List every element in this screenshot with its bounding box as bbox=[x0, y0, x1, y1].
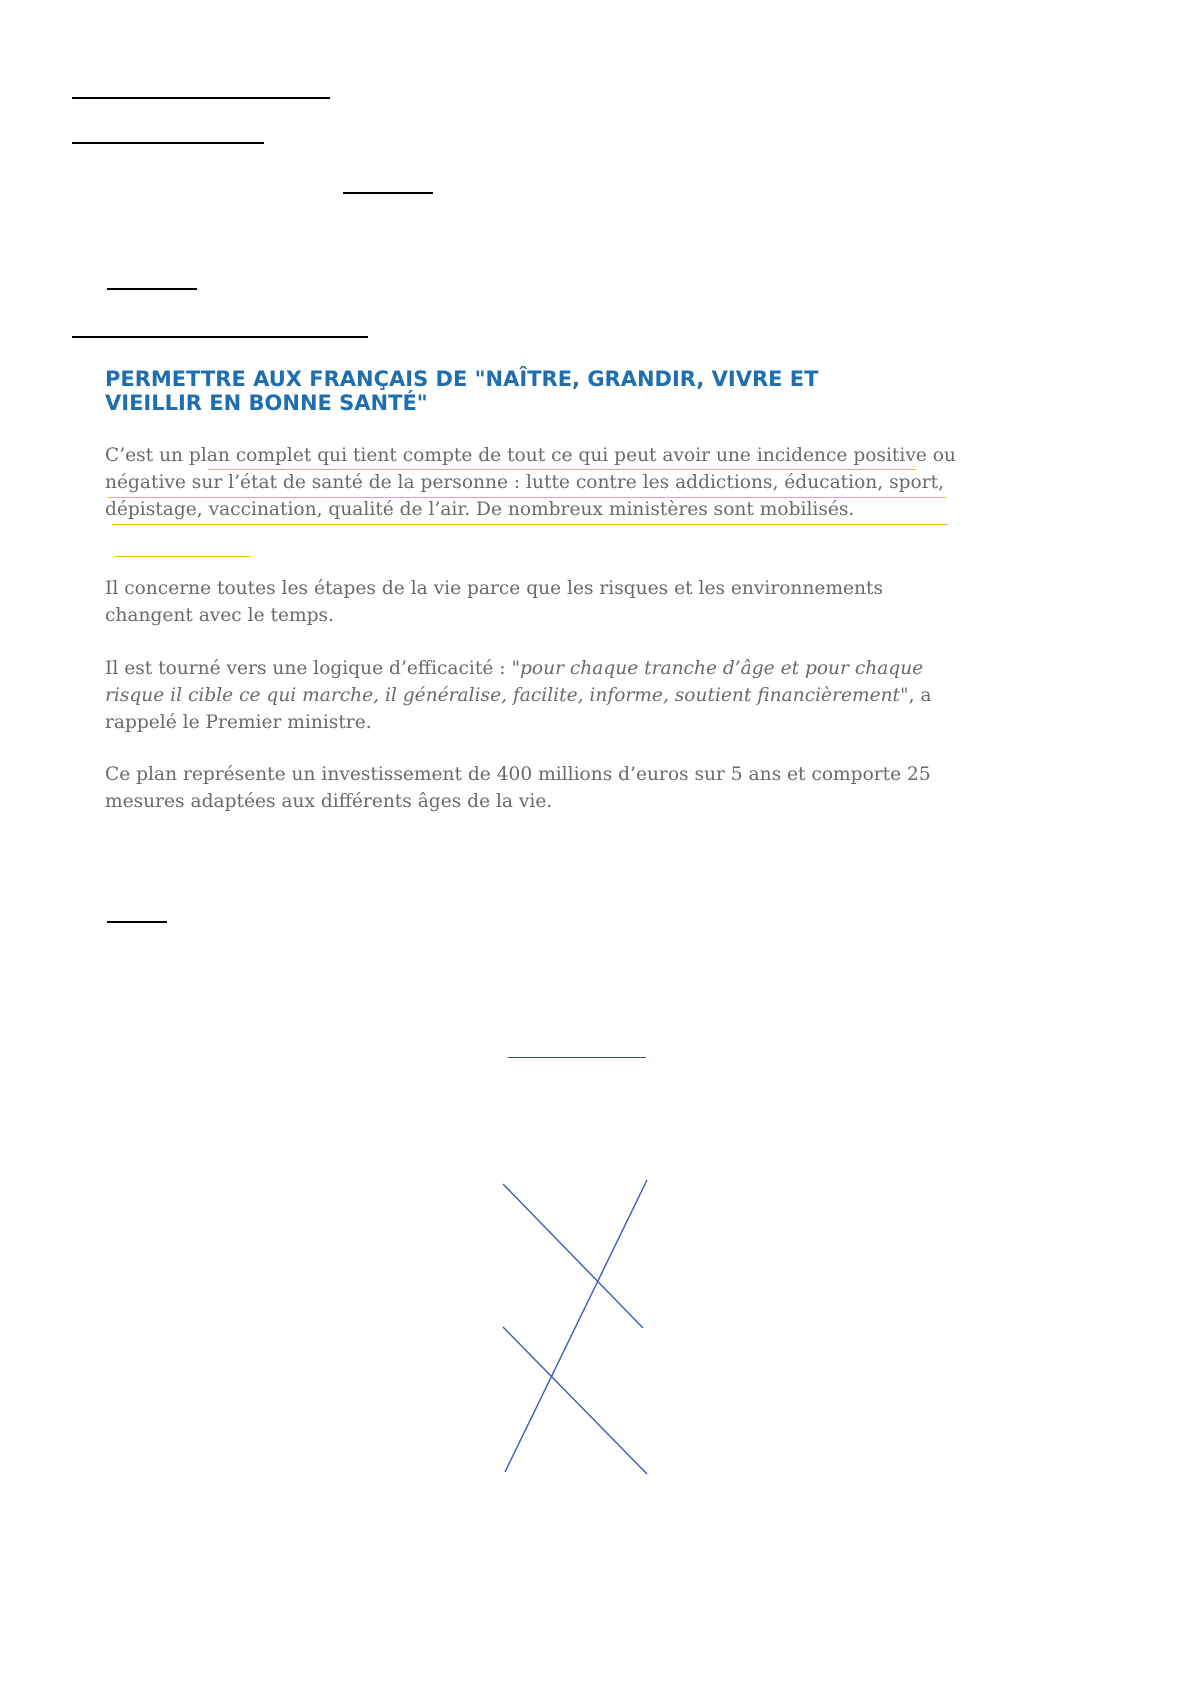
paragraph-1: C’est un plan complet qui tient compte de tout ce qui peut avoir une incidence positive ou négative sur l’état de santé de la personne : lutte contre les addictions, éducation, sport, dépistage, vaccination, qualité de l’air. De nombreux ministères sont mobilisés. bbox=[105, 445, 956, 520]
cross-line-1 bbox=[503, 1184, 643, 1328]
paragraph-3-text: Il est tourné vers une logique d’efficacité : " bbox=[105, 658, 520, 679]
paragraph-3-text-end: ", a rappelé le Premier ministre. bbox=[105, 685, 932, 733]
quote-text: pour chaque tranche d’âge et pour chaque risque il cible ce qui marche, il généralise, facilite, informe, soutient financièrement bbox=[105, 658, 924, 706]
heading-line-1: PERMETTRE AUX FRANÇAIS DE "NAÎTRE, GRANDIR, VIVRE ET bbox=[105, 367, 819, 391]
cross-line-3 bbox=[503, 1327, 647, 1474]
cross-line-2 bbox=[505, 1180, 647, 1472]
paragraph-4: Ce plan représente un investissement de 400 millions d’euros sur 5 ans et comporte 25 mesures adaptées aux différents âges de la vie. bbox=[105, 764, 931, 812]
heading-line-2: VIEILLIR EN BONNE SANTÉ" bbox=[105, 391, 428, 415]
paragraph-2: Il concerne toutes les étapes de la vie parce que les risques et les environnements changent avec le temps. bbox=[105, 578, 883, 626]
